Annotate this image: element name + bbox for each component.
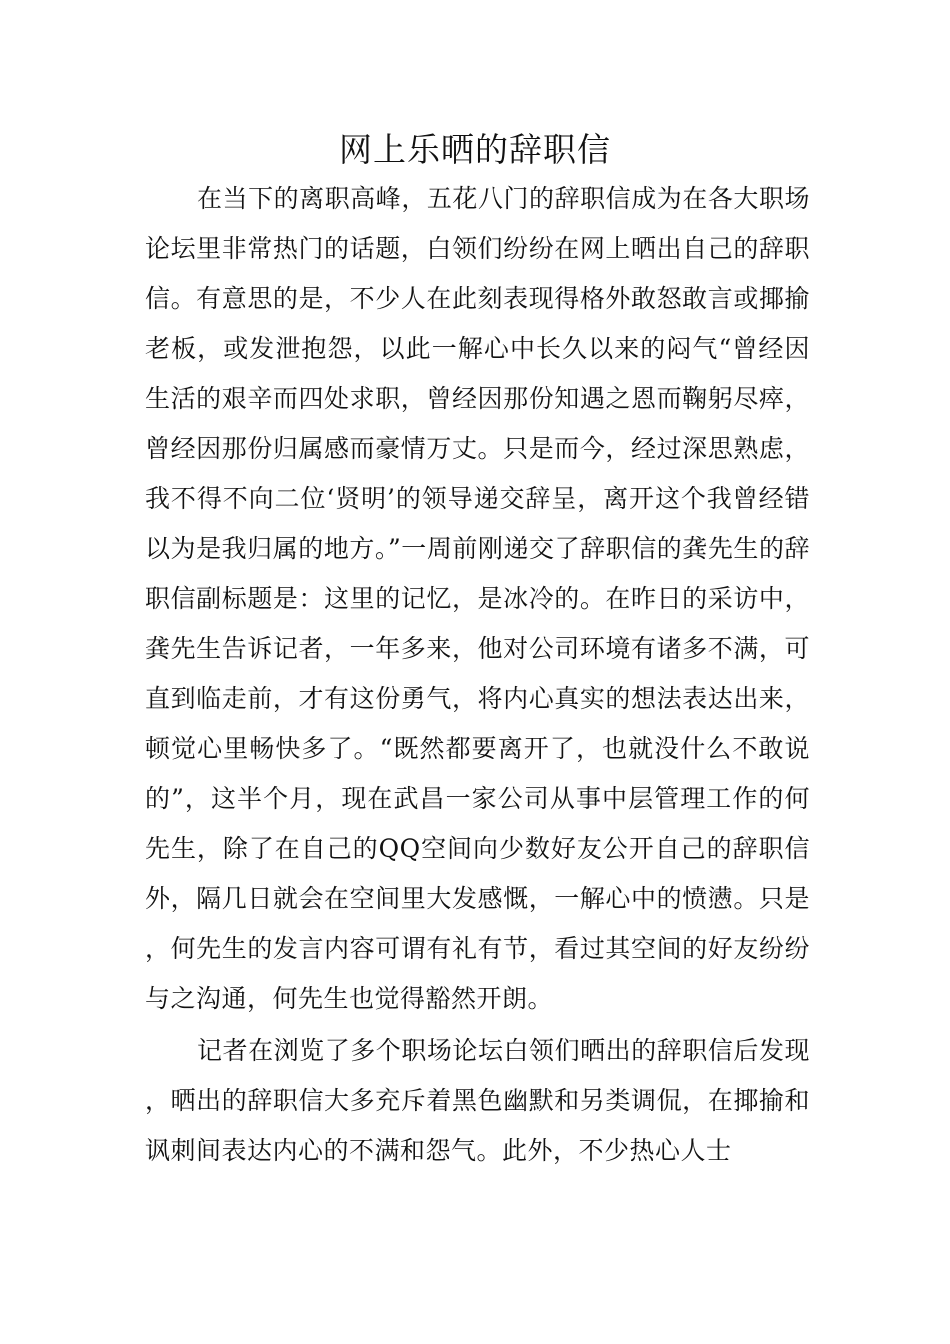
paragraph: 在当下的离职高峰，五花八门的辞职信成为在各大职场论坛里非常热门的话题，白领们纷纷在网上晒出自己的辞职信。有意思的是，不少人在此刻表现得格外敢怒敢言或揶揄老板，或发泄抱怨，以此一解心中长久以来的闷气“曾经因生活的艰辛而四处求职，曾经因那份知遇之恩而鞠躬尽瘁，曾经因那份归属感而豪情万丈。只是而今，经过深思熟虑，我不得不向二位‘贤明’的领导递交辞呈，离开这个我曾经错以为是我归属的地方。”一周前刚递交了辞职信的龚先生的辞职信副标题是：这里的记忆，是冰冷的。在昨日的采访中，龚先生告诉记者，一年多来，他对公司环境有诸多不满，可直到临走前，才有这份勇气，将内心真实的想法表达出来，顿觉心里畅快多了。“既然都要离开了，也就没什么不敢说的”，这半个月，现在武昌一家公司从事中层管理工作的何先生，除了在自己的QQ空间向少数好友公开自己的辞职信外，隔几日就会在空间里大发感慨，一解心中的愤懑。只是，何先生的发言内容可谓有礼有节，看过其空间的好友纷纷与之沟通，何先生也觉得豁然开朗。 (145, 184, 810, 1013)
document-body (145, 174, 810, 1176)
paragraph: 记者在浏览了多个职场论坛白领们晒出的辞职信后发现，晒出的辞职信大多充斥着黑色幽默和另类调侃，在揶揄和讽刺间表达内心的不满和怨气。此外，不少热心人士 (145, 1036, 810, 1165)
document-title: 网上乐晒的辞职信 (339, 130, 611, 169)
